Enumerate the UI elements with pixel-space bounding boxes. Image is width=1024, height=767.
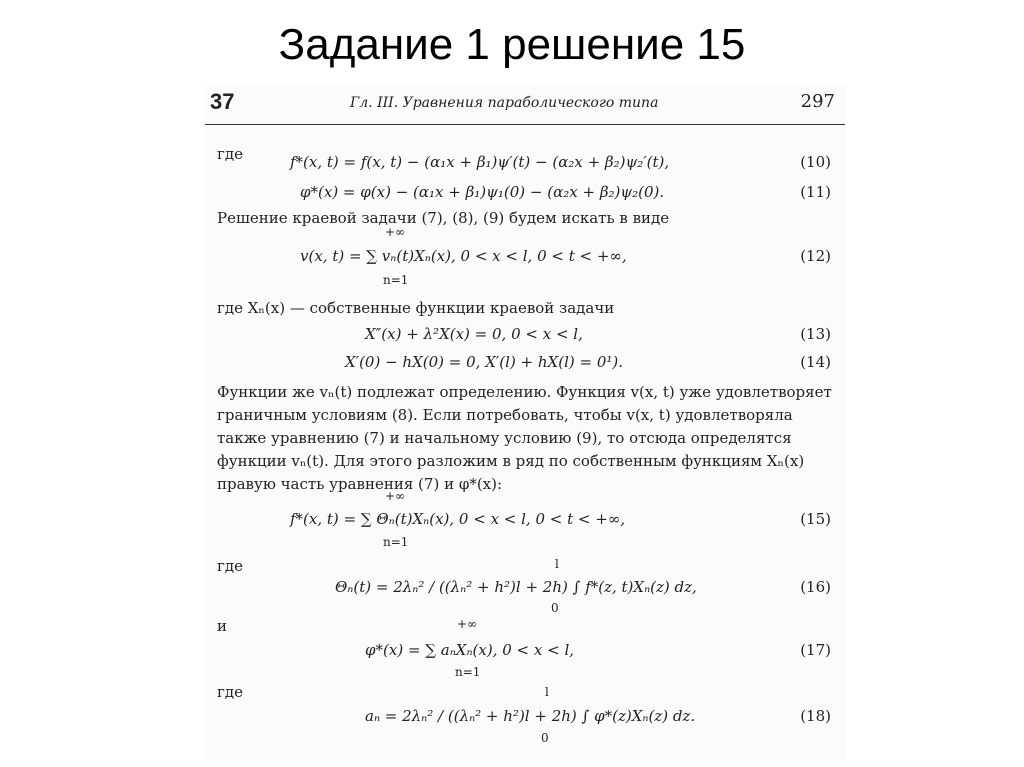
integral-upper-16: l: [555, 557, 559, 571]
equation-number-18: (18): [800, 707, 831, 725]
paragraph-2: где Xₙ(x) — собственные функции краевой задачи: [217, 299, 615, 317]
equation-11: φ*(x) = φ(x) − (α₁x + β₁)ψ₁(0) − (α₂x + β₂)ψ₂(0).: [300, 183, 665, 201]
scanned-page: [205, 85, 845, 760]
page-number-left: 37: [210, 89, 235, 114]
paragraph-1: Решение краевой задачи (7), (8), (9) будем искать в виде: [217, 209, 670, 227]
equation-14: X′(0) − hX(0) = 0, X′(l) + hX(l) = 0¹).: [345, 353, 624, 371]
word-gde-3: где: [217, 683, 243, 701]
sum-lower-15: n=1: [383, 535, 409, 549]
equation-10: f*(x, t) = f(x, t) − (α₁x + β₁)ψ′(t) − (α₂x + β₂)ψ₂′(t),: [290, 153, 670, 171]
page-header: [205, 85, 845, 125]
equation-12: v(x, t) = ∑ vₙ(t)Xₙ(x), 0 < x < l, 0 < t < +∞,: [300, 247, 627, 265]
integral-upper-18: l: [545, 685, 549, 699]
equation-number-15: (15): [800, 510, 831, 528]
equation-17: φ*(x) = ∑ aₙXₙ(x), 0 < x < l,: [365, 641, 575, 659]
equation-number-10: (10): [800, 153, 831, 171]
sum-lower-17: n=1: [455, 665, 481, 679]
word-gde-2: где: [217, 557, 243, 575]
sum-upper-12: +∞: [385, 225, 406, 239]
equation-16: Θₙ(t) = 2λₙ² / ((λₙ² + h²)l + 2h) ∫ f*(z, t)Xₙ(z) dz,: [335, 578, 697, 596]
equation-13: X″(x) + λ²X(x) = 0, 0 < x < l,: [365, 325, 583, 343]
sum-upper-17: +∞: [457, 617, 478, 631]
paragraph-3: Функции же vₙ(t) подлежат определению. Функция v(x, t) уже удовлетворяет граничным условиям (8). Если потребовать, чтобы v(x, t) удовлетворяла также уравнению (7) и начальному условию (9), то отсюда определятся функции vₙ(t). Для этого разложим в ряд по собственным функциям Xₙ(x) правую часть уравнения (7) и φ*(x):: [217, 383, 832, 493]
equation-18: aₙ = 2λₙ² / ((λₙ² + h²)l + 2h) ∫ φ*(z)Xₙ(z) dz.: [365, 707, 696, 725]
equation-15: f*(x, t) = ∑ Θₙ(t)Xₙ(x), 0 < x < l, 0 < t < +∞,: [290, 510, 626, 528]
equation-number-16: (16): [800, 578, 831, 596]
equation-number-14: (14): [800, 353, 831, 371]
equation-number-11: (11): [800, 183, 831, 201]
word-i: и: [217, 617, 227, 635]
running-head: Гл. III. Уравнения параболического типа: [350, 95, 659, 111]
sum-lower-12: n=1: [383, 273, 409, 287]
equation-number-12: (12): [800, 247, 831, 265]
slide-title: Задание 1 решение 15: [278, 20, 746, 69]
page-number-right: 297: [800, 91, 835, 112]
equation-number-17: (17): [800, 641, 831, 659]
equation-number-13: (13): [800, 325, 831, 343]
sum-upper-15: +∞: [385, 489, 406, 503]
integral-lower-18: 0: [541, 731, 549, 745]
word-gde-1: где: [217, 145, 243, 163]
integral-lower-16: 0: [551, 601, 559, 615]
